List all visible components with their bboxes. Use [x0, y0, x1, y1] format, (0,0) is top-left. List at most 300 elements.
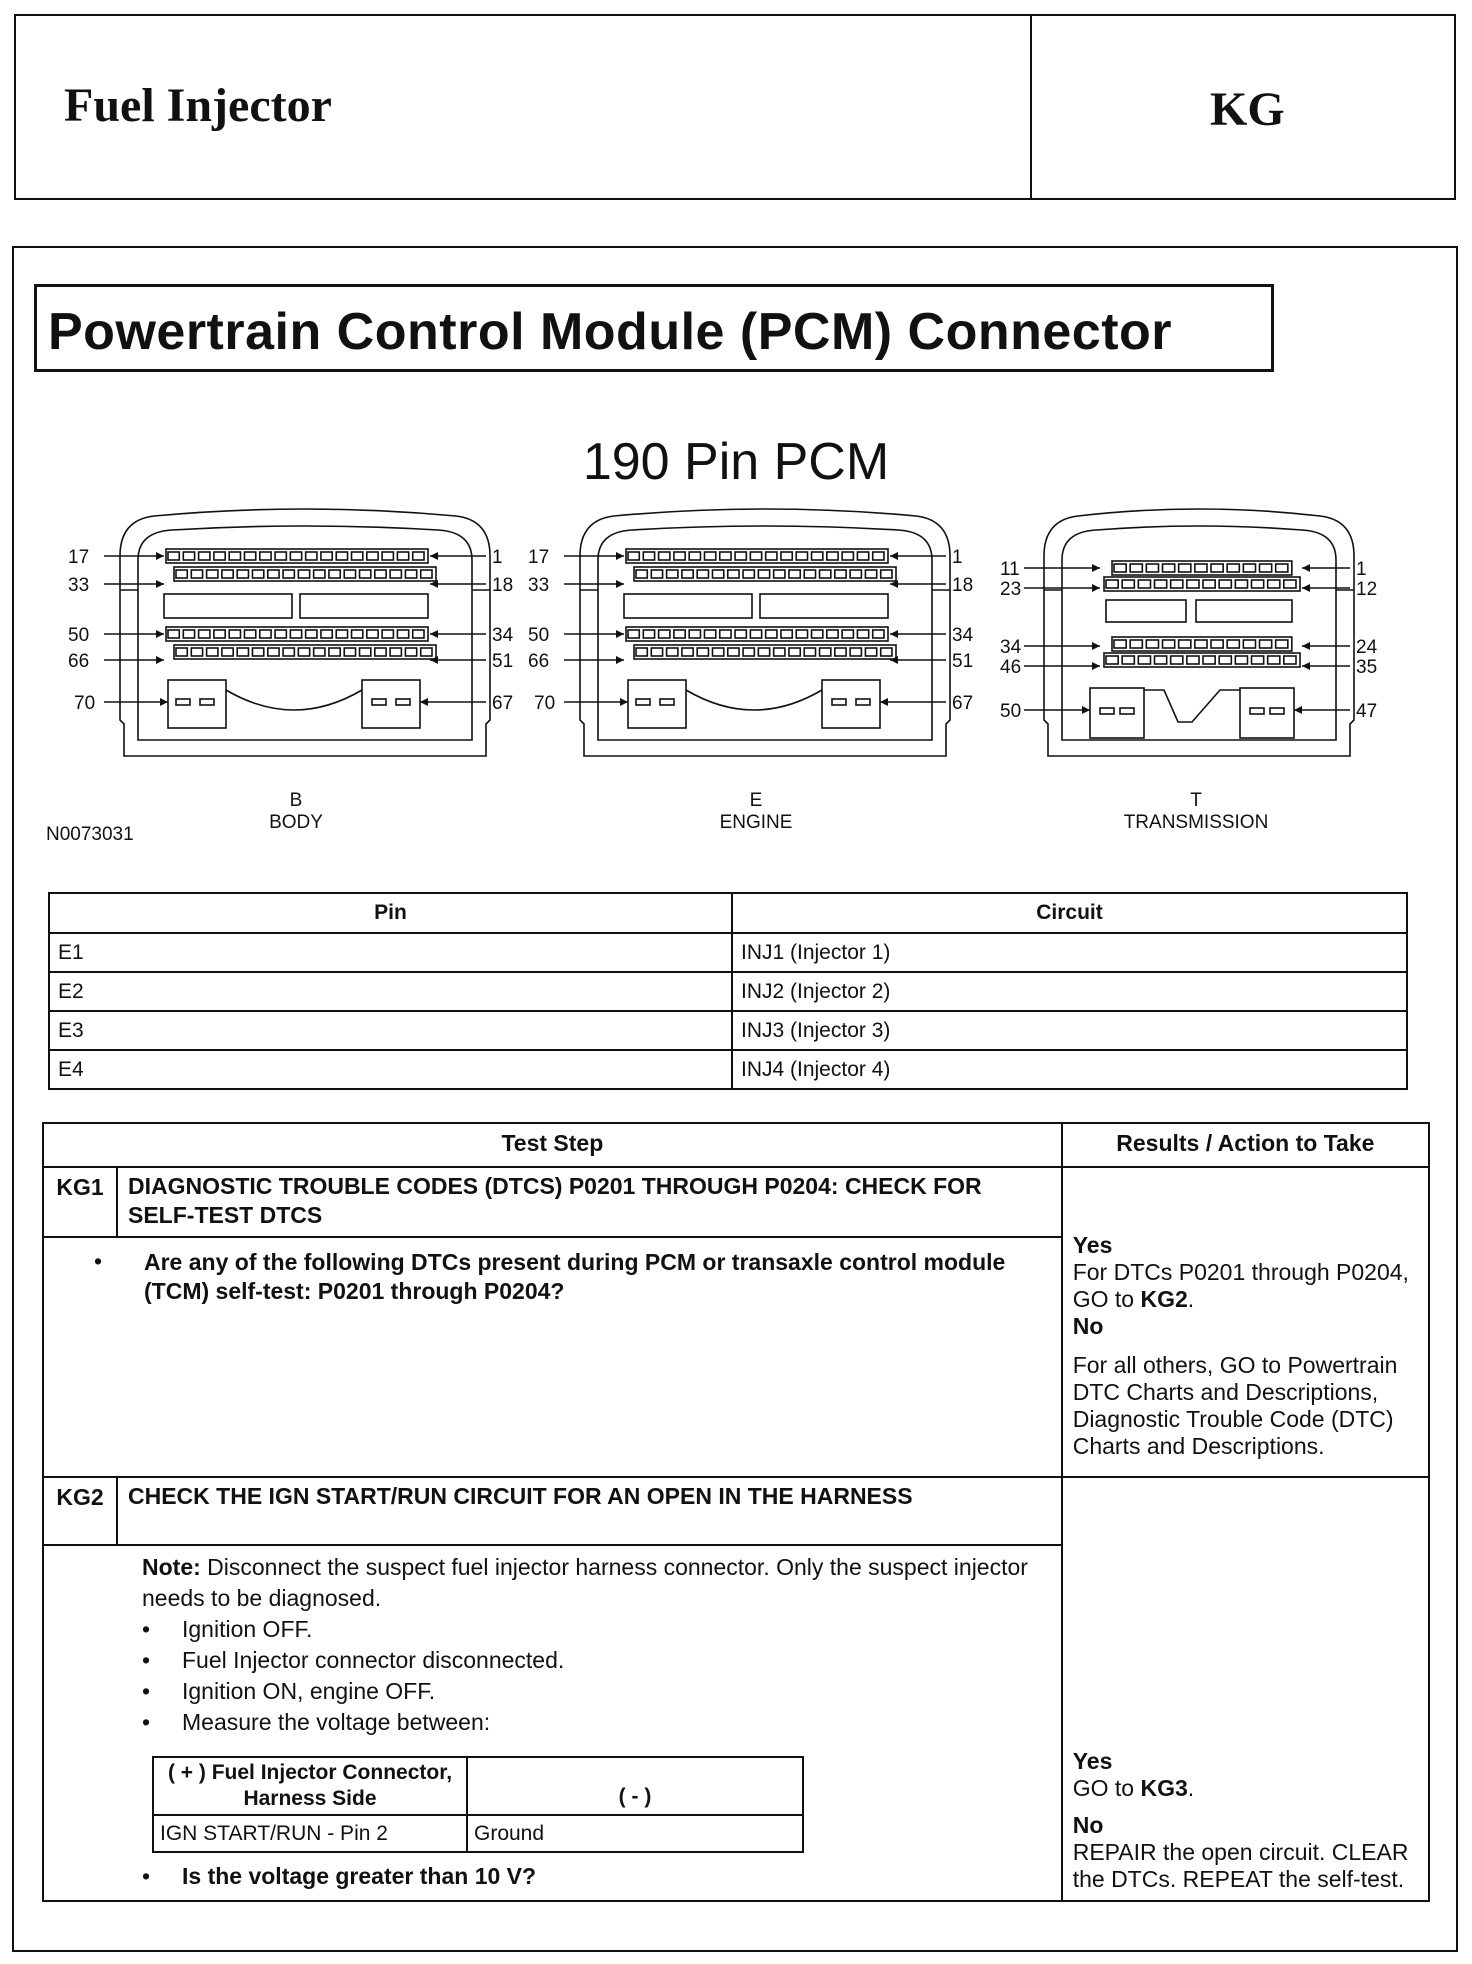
bullet-text: Ignition OFF.	[182, 1616, 313, 1642]
pin	[1211, 640, 1223, 648]
bullet: •	[142, 1616, 151, 1642]
connector-letter: T	[1190, 790, 1202, 811]
pin	[252, 570, 263, 578]
terminal	[200, 699, 214, 705]
pin	[720, 552, 731, 560]
pin	[1243, 640, 1255, 648]
pin	[720, 630, 731, 638]
pin	[674, 630, 685, 638]
pin	[367, 552, 378, 560]
pin	[199, 630, 210, 638]
step-id-kg2: KG2	[43, 1477, 117, 1545]
pin	[812, 630, 823, 638]
terminal	[176, 699, 190, 705]
pin	[636, 648, 647, 656]
pin	[820, 570, 831, 578]
pin-row	[166, 549, 428, 563]
pin	[1138, 656, 1150, 664]
pin-table	[48, 892, 1408, 1090]
pin-label-left: 33	[528, 575, 550, 596]
pin-header: Pin	[49, 893, 732, 933]
arrow-head	[1302, 662, 1310, 670]
bullet: •	[142, 1863, 151, 1889]
pin	[728, 648, 739, 656]
terminal	[1270, 708, 1284, 714]
arrow-head	[1092, 642, 1100, 650]
pin	[207, 648, 218, 656]
pin	[636, 570, 647, 578]
key	[686, 690, 822, 710]
pin	[789, 570, 800, 578]
pin	[1268, 580, 1280, 588]
pin	[229, 552, 240, 560]
pin-label-left: 23	[1000, 579, 1022, 600]
pin-cell: E3	[49, 1011, 732, 1050]
pin-label-left: 17	[68, 547, 90, 568]
table-row	[49, 933, 1407, 972]
terminal	[856, 699, 870, 705]
pin	[1260, 640, 1272, 648]
arrow-head	[156, 630, 164, 638]
pin	[743, 648, 754, 656]
arrow-head	[890, 552, 898, 560]
terminal	[1100, 708, 1114, 714]
pin	[628, 552, 639, 560]
pin	[750, 630, 761, 638]
pin	[796, 630, 807, 638]
connector-name: BODY	[269, 812, 323, 833]
arrow-head	[1092, 584, 1100, 592]
bullet-text: Fuel Injector connector disconnected.	[182, 1647, 565, 1673]
arrow-head	[616, 552, 624, 560]
pin	[857, 630, 868, 638]
slot	[760, 594, 888, 618]
pin	[360, 648, 371, 656]
pin-row	[626, 627, 888, 641]
connector-transmission	[1044, 509, 1354, 756]
pin	[1195, 640, 1207, 648]
pin-row	[1112, 561, 1292, 575]
pin	[344, 570, 355, 578]
note	[142, 1552, 1051, 1614]
pin	[873, 552, 884, 560]
arrow-head	[430, 656, 438, 664]
pin	[1203, 580, 1215, 588]
list-item	[142, 1676, 1051, 1707]
arrow-head	[616, 656, 624, 664]
terminal	[636, 699, 650, 705]
pin-label-right: 35	[1356, 657, 1378, 678]
list-item	[142, 1645, 1051, 1676]
pin-label-right: 18	[492, 575, 514, 596]
arrow-head	[1092, 662, 1100, 670]
pin	[812, 552, 823, 560]
circuit-cell: INJ2 (Injector 2)	[732, 972, 1407, 1011]
pin	[643, 630, 654, 638]
table-row	[49, 1050, 1407, 1089]
arrow-head	[1294, 706, 1302, 714]
pin	[643, 552, 654, 560]
pin-label-right: 51	[952, 651, 974, 672]
terminal	[396, 699, 410, 705]
pin	[275, 630, 286, 638]
arrow-head	[1302, 584, 1310, 592]
pin	[268, 648, 279, 656]
arrow-head	[430, 630, 438, 638]
pin-row	[626, 549, 888, 563]
pin-label-right: 51	[492, 651, 514, 672]
goto-kg2-link[interactable]: KG2	[1140, 1286, 1188, 1312]
pin	[222, 648, 233, 656]
goto-kg3-link[interactable]: KG3	[1140, 1775, 1188, 1801]
key	[226, 690, 362, 710]
pin-row	[174, 645, 436, 659]
results-kg1	[1062, 1167, 1429, 1477]
bullet-text: Measure the voltage between:	[182, 1709, 491, 1735]
pin	[1235, 580, 1247, 588]
pin	[260, 552, 271, 560]
pin	[857, 552, 868, 560]
pin	[252, 648, 263, 656]
arrow-head	[1082, 706, 1090, 714]
pin	[176, 570, 187, 578]
arrow-head	[1302, 564, 1310, 572]
pin-label-left: 66	[528, 651, 550, 672]
pin	[1219, 656, 1231, 664]
pin	[1235, 656, 1247, 664]
pin	[682, 570, 693, 578]
pin-row	[166, 627, 428, 641]
terminal	[660, 699, 674, 705]
pin-label-right: 1	[1356, 559, 1367, 580]
terminal	[1120, 708, 1134, 714]
pin	[1114, 564, 1126, 572]
pin	[244, 552, 255, 560]
pin	[344, 648, 355, 656]
pin-label-left: 34	[1000, 637, 1022, 658]
bullet: •	[142, 1678, 151, 1704]
list-item	[142, 1707, 1051, 1738]
arrow-head	[420, 698, 428, 706]
circuit-cell: INJ3 (Injector 3)	[732, 1011, 1407, 1050]
pin-cell: E1	[49, 933, 732, 972]
pin	[413, 630, 424, 638]
pin	[1276, 640, 1288, 648]
yes-action: For DTCs P0201 through P0204, GO to KG2.	[1072, 1259, 1409, 1312]
pin	[321, 630, 332, 638]
figure-id: N0073031	[46, 824, 134, 845]
pin	[1195, 564, 1207, 572]
pcm-connector-diagram	[0, 0, 1472, 880]
bullet: •	[142, 1647, 151, 1673]
pin	[382, 630, 393, 638]
pin	[774, 570, 785, 578]
yes-text: GO to	[1072, 1775, 1135, 1801]
terminal	[372, 699, 386, 705]
pin	[842, 630, 853, 638]
pin	[329, 648, 340, 656]
pin	[352, 630, 363, 638]
results-kg2	[1062, 1477, 1429, 1901]
slot	[1196, 600, 1292, 622]
pin	[1155, 656, 1167, 664]
test-step-header: Test Step	[43, 1123, 1062, 1167]
table-row	[49, 1011, 1407, 1050]
connector-letter: B	[289, 790, 303, 811]
pin	[1187, 656, 1199, 664]
pin	[659, 552, 670, 560]
pin	[796, 552, 807, 560]
meas-cell: IGN START/RUN - Pin 2	[153, 1815, 467, 1852]
yes-action: GO to KG3.	[1072, 1775, 1195, 1801]
pin	[804, 570, 815, 578]
pin	[873, 630, 884, 638]
pin-row	[1104, 653, 1300, 667]
pin	[168, 552, 179, 560]
pin-cell: E2	[49, 972, 732, 1011]
powertrain-dtc-link[interactable]: Powertrain DTC Charts and Descriptions,	[1072, 1352, 1398, 1405]
pin	[1227, 564, 1239, 572]
pin	[735, 552, 746, 560]
pin-label-left: 70	[534, 693, 556, 714]
pin	[842, 552, 853, 560]
pin	[290, 552, 301, 560]
arrow-head	[890, 630, 898, 638]
pin	[865, 570, 876, 578]
pin	[1106, 656, 1118, 664]
pin	[850, 648, 861, 656]
procedure-kg2-cell	[43, 1545, 1062, 1901]
pin	[321, 552, 332, 560]
pin-label-right: 34	[952, 625, 974, 646]
results-header: Results / Action to Take	[1062, 1123, 1429, 1167]
dtc-charts-link[interactable]: Diagnostic Trouble Code (DTC) Charts and Descriptions.	[1072, 1406, 1394, 1459]
pin	[1146, 564, 1158, 572]
pin	[244, 630, 255, 638]
pin	[881, 570, 892, 578]
pin	[1268, 656, 1280, 664]
pin	[1155, 580, 1167, 588]
section-code: KG	[1210, 83, 1285, 136]
pin	[1243, 564, 1255, 572]
pin	[1219, 580, 1231, 588]
pin	[405, 570, 416, 578]
pin	[298, 570, 309, 578]
arrow-head	[1092, 564, 1100, 572]
pin	[750, 552, 761, 560]
section-title: Powertrain Control Module (PCM) Connector	[48, 303, 1173, 361]
bullet-text: Ignition ON, engine OFF.	[182, 1678, 436, 1704]
pin	[781, 552, 792, 560]
pin	[697, 570, 708, 578]
yes-label: Yes	[1072, 1232, 1113, 1258]
pin	[352, 552, 363, 560]
pin	[290, 630, 301, 638]
pin	[405, 648, 416, 656]
arrow-head	[156, 656, 164, 664]
pin	[390, 570, 401, 578]
arrow-head	[616, 580, 624, 588]
pin-label-left: 50	[68, 625, 90, 646]
no-label: No	[1072, 1313, 1104, 1339]
pin-label-right: 67	[952, 693, 974, 714]
pin	[804, 648, 815, 656]
note-label: Note:	[142, 1554, 201, 1580]
yes-label: Yes	[1072, 1748, 1113, 1774]
pin	[375, 648, 386, 656]
pin	[1211, 564, 1223, 572]
pin	[704, 552, 715, 560]
pin	[1171, 656, 1183, 664]
pin	[360, 570, 371, 578]
pin	[214, 630, 225, 638]
pin	[1106, 580, 1118, 588]
pin-row	[634, 567, 896, 581]
diagram-title: 190 Pin PCM	[582, 433, 890, 491]
test-step-table	[42, 1122, 1430, 1902]
pin	[781, 630, 792, 638]
pin	[827, 552, 838, 560]
pin	[1130, 640, 1142, 648]
pin-row	[174, 567, 436, 581]
list-item	[142, 1614, 1051, 1645]
meas-cell: Ground	[467, 1815, 803, 1852]
pin	[1171, 580, 1183, 588]
pin	[1122, 656, 1134, 664]
pin	[1276, 564, 1288, 572]
question-kg1: Are any of the following DTCs present during PCM or transaxle control module (TCM) self-test: P0201 through P0204?	[144, 1249, 1006, 1304]
pin	[651, 570, 662, 578]
pin-label-left: 33	[68, 575, 90, 596]
pin	[766, 552, 777, 560]
pin	[1203, 656, 1215, 664]
question-kg1-cell: • Are any of the following DTCs present during PCM or transaxle control module (TCM) self-test: P0201 through P0204?	[43, 1237, 1062, 1477]
pin	[413, 552, 424, 560]
circuit-cell: INJ4 (Injector 4)	[732, 1050, 1407, 1089]
pin	[1187, 580, 1199, 588]
pin-row	[1112, 637, 1292, 651]
pin-label-right: 24	[1356, 637, 1378, 658]
pin	[628, 630, 639, 638]
pin	[397, 630, 408, 638]
step-title-kg1: DIAGNOSTIC TROUBLE CODES (DTCS) P0201 THROUGH P0204: CHECK FOR SELF-TEST DTCS	[117, 1167, 1062, 1237]
pin	[329, 570, 340, 578]
pin-cell: E4	[49, 1050, 732, 1089]
pin	[651, 648, 662, 656]
pin	[214, 552, 225, 560]
pin	[390, 648, 401, 656]
pin	[314, 648, 325, 656]
pin	[222, 570, 233, 578]
meas-header-plus: ( + ) Fuel Injector Connector, Harness Side	[153, 1757, 467, 1815]
pin	[1252, 656, 1264, 664]
pin	[1227, 640, 1239, 648]
table-row	[49, 972, 1407, 1011]
arrow-head	[620, 698, 628, 706]
pin	[743, 570, 754, 578]
pin	[835, 648, 846, 656]
pin	[865, 648, 876, 656]
pin	[306, 630, 317, 638]
pin	[421, 570, 432, 578]
pin	[659, 630, 670, 638]
pin	[183, 630, 194, 638]
pin	[397, 552, 408, 560]
no-label: No	[1072, 1812, 1104, 1838]
slot	[300, 594, 428, 618]
pin-label-left: 11	[1000, 559, 1020, 580]
pin	[298, 648, 309, 656]
pin-label-right: 34	[492, 625, 514, 646]
pin	[168, 630, 179, 638]
arrow-head	[156, 552, 164, 560]
pin	[674, 552, 685, 560]
pin	[789, 648, 800, 656]
pin	[712, 648, 723, 656]
latch-box	[822, 680, 880, 728]
pin-label-right: 1	[952, 547, 963, 568]
measurement-table	[152, 1756, 804, 1853]
pin	[191, 648, 202, 656]
arrow-head	[430, 552, 438, 560]
pin	[275, 552, 286, 560]
pin	[1163, 640, 1175, 648]
pin	[712, 570, 723, 578]
pin	[758, 648, 769, 656]
no-text: REPAIR the open circuit. CLEAR the DTCs. REPEAT the self-test.	[1072, 1839, 1409, 1892]
arrow-head	[156, 580, 164, 588]
pin	[314, 570, 325, 578]
pin	[1163, 564, 1175, 572]
slot	[1106, 600, 1186, 622]
pin	[689, 552, 700, 560]
circuit-header: Circuit	[732, 893, 1407, 933]
pin-label-left: 50	[1000, 701, 1022, 722]
pin	[1179, 564, 1191, 572]
pin-label-left: 17	[528, 547, 550, 568]
pin	[268, 570, 279, 578]
pin-label-left: 50	[528, 625, 550, 646]
pin	[1114, 640, 1126, 648]
pin	[229, 630, 240, 638]
pin-label-left: 70	[74, 693, 96, 714]
connector-name: TRANSMISSION	[1123, 812, 1269, 833]
pin-label-right: 1	[492, 547, 503, 568]
step-title-kg2: CHECK THE IGN START/RUN CIRCUIT FOR AN OPEN IN THE HARNESS	[117, 1477, 1062, 1545]
pin	[183, 552, 194, 560]
connector-letter: E	[749, 790, 763, 811]
pin-row	[634, 645, 896, 659]
slot	[164, 594, 292, 618]
pin	[260, 630, 271, 638]
pin	[1284, 656, 1296, 664]
pin	[237, 570, 248, 578]
pin	[1130, 564, 1142, 572]
yes-text: For DTCs P0201 through P0204, GO to	[1072, 1259, 1409, 1312]
pin	[820, 648, 831, 656]
pin	[336, 552, 347, 560]
pin	[375, 570, 386, 578]
pin	[283, 570, 294, 578]
pin	[176, 648, 187, 656]
arrow-head	[880, 698, 888, 706]
pin	[667, 648, 678, 656]
arrow-head	[1302, 642, 1310, 650]
pin	[704, 630, 715, 638]
pin	[1260, 564, 1272, 572]
slot	[624, 594, 752, 618]
pin-label-right: 18	[952, 575, 974, 596]
